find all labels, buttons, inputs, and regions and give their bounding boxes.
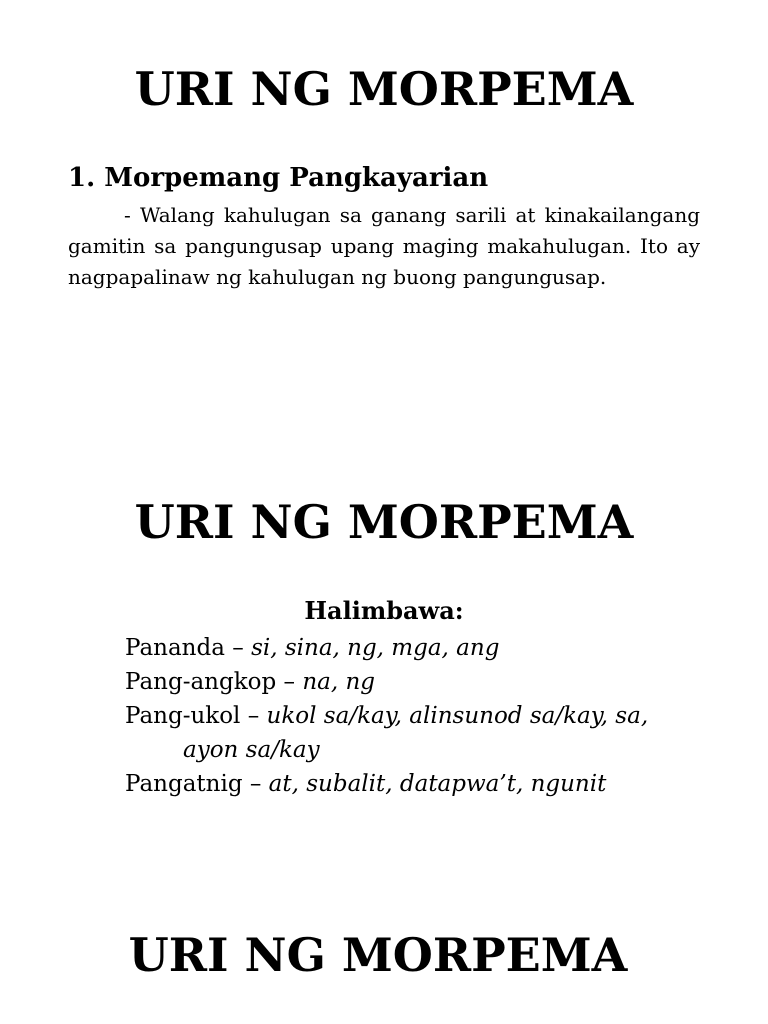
example-item <box>125 767 685 801</box>
examples-heading: Halimbawa: <box>304 596 464 625</box>
definition-bullet: - <box>124 203 131 227</box>
definition-text: Walang kahulugan sa ganang sarili at kinakailangang gamitin sa pangungusap upang maging makahulugan. Ito ay nagpapalinaw ng kahulugan ng buong pangungusap. <box>68 203 700 289</box>
example-term: Pananda – <box>125 635 252 661</box>
example-item <box>125 699 685 767</box>
examples-list <box>125 631 685 801</box>
slide-title: URI NG MORPEMA <box>134 62 634 116</box>
slide-title: URI NG MORPEMA <box>128 928 628 982</box>
slide-title: URI NG MORPEMA <box>134 495 634 549</box>
example-values: si, sina, ng, mga, ang <box>251 635 500 661</box>
example-item <box>125 665 685 699</box>
example-values: at, subalit, datapwa’t, ngunit <box>268 771 607 797</box>
example-item <box>125 631 685 665</box>
section-heading: 1. Morpemang Pangkayarian <box>68 163 489 193</box>
example-term: Pang-ukol – <box>125 703 267 729</box>
example-term: Pang-angkop – <box>125 669 303 695</box>
example-values-continuation: ayon sa/kay <box>183 737 320 763</box>
example-values: na, ng <box>302 669 376 695</box>
example-values: ukol sa/kay, alinsunod sa/kay, sa, <box>266 703 649 729</box>
example-term: Pangatnig – <box>125 771 269 797</box>
definition-paragraph <box>68 200 700 293</box>
